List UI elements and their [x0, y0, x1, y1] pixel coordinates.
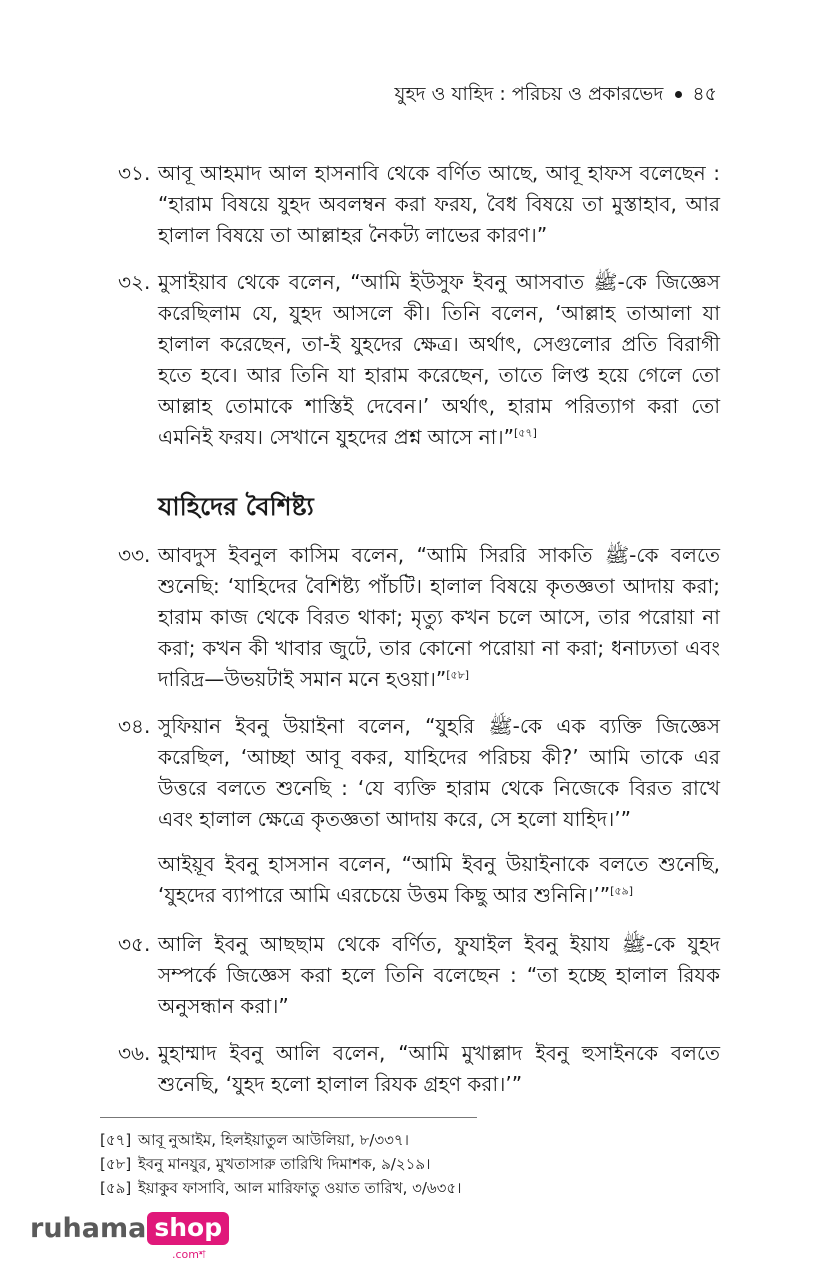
logo-text-shop: shop: [147, 1212, 229, 1245]
entry-33: [118, 540, 720, 695]
entry-35: [118, 929, 720, 1022]
page-number: ৪৫: [692, 83, 717, 105]
running-header: [395, 80, 717, 112]
entry-number: ৩২.: [118, 270, 151, 294]
footnote-text: ইয়াকুব ফাসাবি, আল মারিফাতু ওয়াত তারিখ, ৩/৬৩৫।: [138, 1179, 462, 1197]
logo-text-ruhama: ruhama: [30, 1213, 147, 1244]
entry-36: [118, 1038, 720, 1100]
footnote-divider: [100, 1117, 477, 1118]
footnote-59: [100, 1176, 462, 1200]
footnote-57: [100, 1128, 462, 1152]
entry-number: ৩৬.: [118, 1041, 151, 1065]
footnotes: [100, 1128, 462, 1200]
footnote-text: আবূ নুআইম, হিলইয়াতুল আউলিয়া, ৮/৩৩৭।: [138, 1131, 410, 1149]
entry-text: আইয়ূব ইবনু হাসসান বলেন, “আমি ইবনু উয়াইনাকে বলতে শুনেছি, ‘যুহদের ব্যাপারে আমি এরচেয়ে উত্তম কিছু আর শুনিনি।’”[৫৯]: [158, 852, 720, 907]
entry-text: মুহাম্মাদ ইবনু আলি বলেন, “আমি মুখাল্লাদ ইবনু হুসাইনকে বলতে শুনেছি, ‘যুহদ হলো হালাল রিযক গ্রহণ করা।’”: [158, 1041, 720, 1096]
footnote-ref[interactable]: [৫৯]: [610, 884, 634, 898]
entry-number: ৩৪.: [118, 714, 151, 738]
entry-34: [118, 711, 720, 911]
footnote-58: [100, 1152, 462, 1176]
footnote-number: [৫৮]: [100, 1155, 132, 1173]
footnote-number: [৫৭]: [100, 1131, 132, 1149]
running-header-title: যুহদ ও যাহিদ : পরিচয় ও প্রকারভেদ: [394, 83, 664, 105]
entry-number: ৩১.: [118, 161, 151, 185]
footnote-text: ইবনু মানযুর, মুখতাসারু তারিখি দিমাশক, ৯/২১৯।: [138, 1155, 431, 1173]
logo-text-com: .comশ: [172, 1248, 206, 1261]
footnote-ref[interactable]: [৫৮]: [446, 668, 470, 682]
entry-32: [118, 267, 720, 453]
entry-31: [118, 158, 720, 251]
entry-number: ৩৫.: [118, 932, 151, 956]
ruhamashop-logo: [30, 1212, 229, 1261]
entry-text: সুফিয়ান ইবনু উয়াইনা বলেন, “যুহরি ﷺ-কে এক ব্যক্তি জিজ্ঞেস করেছিল, ‘আচ্ছা আবূ বকর, যাহিদের পরিচয় কী?’ আমি তাকে এর উত্তরে বলতে শুনেছি : ‘যে ব্যক্তি হারাম থেকে নিজেকে বিরত রাখে এবং হালাল ক্ষেত্রে কৃতজ্ঞতা আদায় করে, সে হলো যাহিদ।’”: [158, 714, 720, 831]
entry-text: আলি ইবনু আছছাম থেকে বর্ণিত, ফুযাইল ইবনু ইয়ায ﷺ-কে যুহদ সম্পর্কে জিজ্ঞেস করা হলে তিনি বলেছেন : “তা হচ্ছে হালাল রিযক অনুসন্ধান করা।”: [158, 932, 721, 1018]
footnote-ref[interactable]: [৫৭]: [513, 426, 537, 440]
entry-text: মুসাইয়াব থেকে বলেন, “আমি ইউসুফ ইবনু আসবাত ﷺ-কে জিজ্ঞেস করেছিলাম যে, যুহদ আসলে কী। তিনি বলেন, ‘আল্লাহ তাআলা যা হালাল করেছেন, তা-ই যুহদের ক্ষেত্র। অর্থাৎ, সেগুলোর প্রতি বিরাগী হতে হবে। আর তিনি যা হারাম করেছেন, তাতে লিপ্ত হয়ে গেলে তো আল্লাহ তোমাকে শাস্তিই দেবেন।’ অর্থাৎ, হারাম পরিত্যাগ করা তো এমনিই ফরয। সেখানে যুহদের প্রশ্ন আসে না।”[৫৭]: [158, 270, 721, 449]
footnote-number: [৫৯]: [100, 1179, 132, 1197]
section-heading: যাহিদের বৈশিষ্ট্য: [158, 492, 314, 521]
bullet-dot: [675, 91, 682, 98]
entry-text: আবদুস ইবনুল কাসিম বলেন, “আমি সিররি সাকতি ﷺ-কে বলতে শুনেছি: ‘যাহিদের বৈশিষ্ট্য পাঁচটি। হালাল বিষয়ে কৃতজ্ঞতা আদায় করা; হারাম কাজ থেকে বিরত থাকা; মৃত্যু কখন চলে আসে, তার পরোয়া না করা; কখন কী খাবার জুটে, তার কোনো পরোয়া না করা; ধনাঢ্যতা এবং দারিদ্র—উভয়টাই সমান মনে হওয়া।”[৫৮]: [158, 543, 720, 691]
entry-text: আবূ আহমাদ আল হাসনাবি থেকে বর্ণিত আছে, আবূ হাফস বলেছেন : “হারাম বিষয়ে যুহদ অবলম্বন করা ফরয, বৈধ বিষয়ে তা মুস্তাহাব, আর হালাল বিষয়ে তা আল্লাহর নৈকট্য লাভের কারণ।”: [158, 161, 720, 247]
entry-number: ৩৩.: [118, 543, 151, 567]
